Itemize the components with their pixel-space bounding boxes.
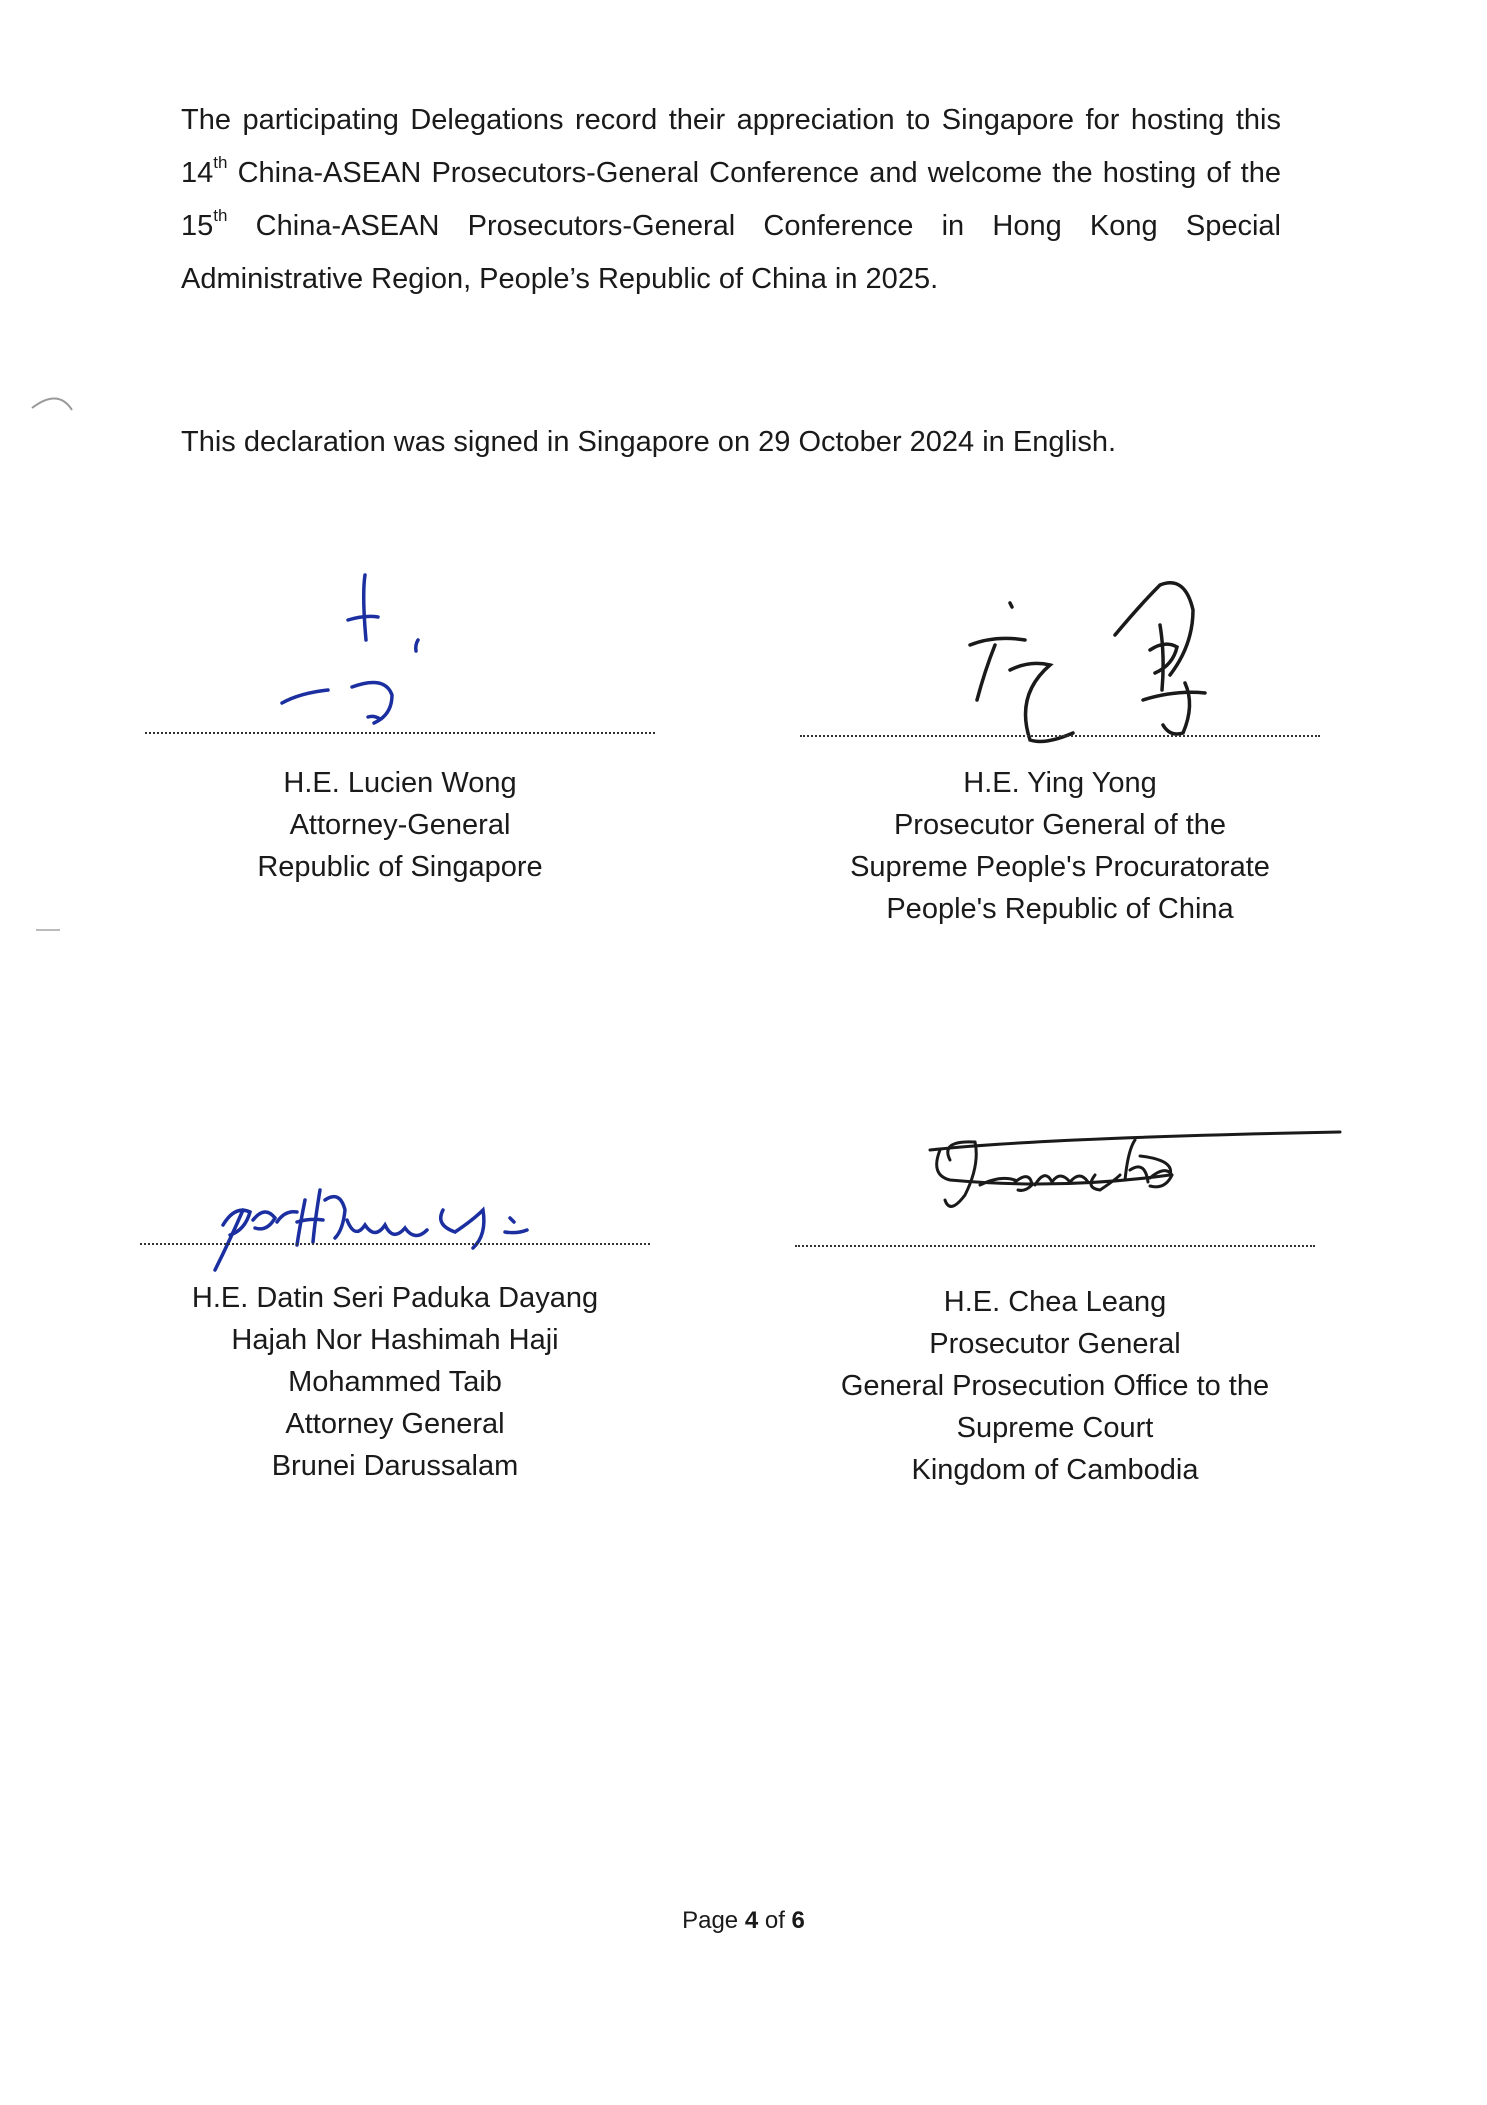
signatory-hajah-nor-hashimah bbox=[140, 1277, 650, 1487]
signatory-title: Attorney-General bbox=[289, 809, 511, 841]
signature-lucien-wong bbox=[270, 555, 440, 735]
signatory-name-cont: Hajah Nor Hashimah Haji bbox=[231, 1324, 559, 1356]
signatory-country: People's Republic of China bbox=[886, 893, 1234, 925]
page-number: Page 4 of 6 bbox=[682, 1907, 805, 1934]
signature-line-hajah-nor-hashimah bbox=[140, 1243, 650, 1245]
signature-line-chea-leang bbox=[795, 1245, 1315, 1247]
signatory-name: H.E. Lucien Wong bbox=[283, 767, 517, 799]
signatory-name: H.E. Chea Leang bbox=[943, 1286, 1167, 1318]
signatory-title: Prosecutor General bbox=[929, 1328, 1181, 1360]
signatory-title: Prosecutor General of the bbox=[893, 809, 1227, 841]
signatory-ying-yong bbox=[800, 762, 1320, 930]
signatory-country: Brunei Darussalam bbox=[271, 1450, 519, 1482]
signatory-name-cont: Mohammed Taib bbox=[288, 1366, 502, 1398]
scan-artifact-dash bbox=[34, 925, 64, 935]
signature-hajah-nor-hashimah bbox=[205, 1150, 545, 1290]
signature-line-ying-yong bbox=[800, 735, 1320, 737]
signatory-country: Kingdom of Cambodia bbox=[911, 1454, 1199, 1486]
appreciation-paragraph: The participating Delegations record their appreciation to Singapore for hosting this 14th China-ASEAN Prosecutors-General Conference and welcome the hosting of the 15th China-ASEAN Prosecutors-General Conference in Hong Kong Special Administrative Region, People’s Republic of China in 2025. bbox=[181, 104, 1281, 295]
signatory-name: H.E. Datin Seri Paduka Dayang bbox=[191, 1282, 599, 1314]
signatory-title: Attorney General bbox=[285, 1408, 505, 1440]
signature-line-lucien-wong bbox=[145, 732, 655, 734]
signatory-chea-leang bbox=[795, 1281, 1315, 1491]
signatory-office-cont: Supreme Court bbox=[956, 1412, 1154, 1444]
signatory-name: H.E. Ying Yong bbox=[963, 767, 1157, 799]
signature-chea-leang bbox=[920, 1120, 1360, 1230]
signatory-country: Republic of Singapore bbox=[257, 851, 543, 883]
signatory-office: General Prosecution Office to the bbox=[840, 1370, 1270, 1402]
declaration-statement: This declaration was signed in Singapore on 29 October 2024 in English. bbox=[181, 426, 1117, 458]
signatory-office: Supreme People's Procuratorate bbox=[850, 851, 1270, 883]
scan-artifact-mark bbox=[28, 390, 78, 430]
signatory-lucien-wong bbox=[145, 762, 655, 888]
